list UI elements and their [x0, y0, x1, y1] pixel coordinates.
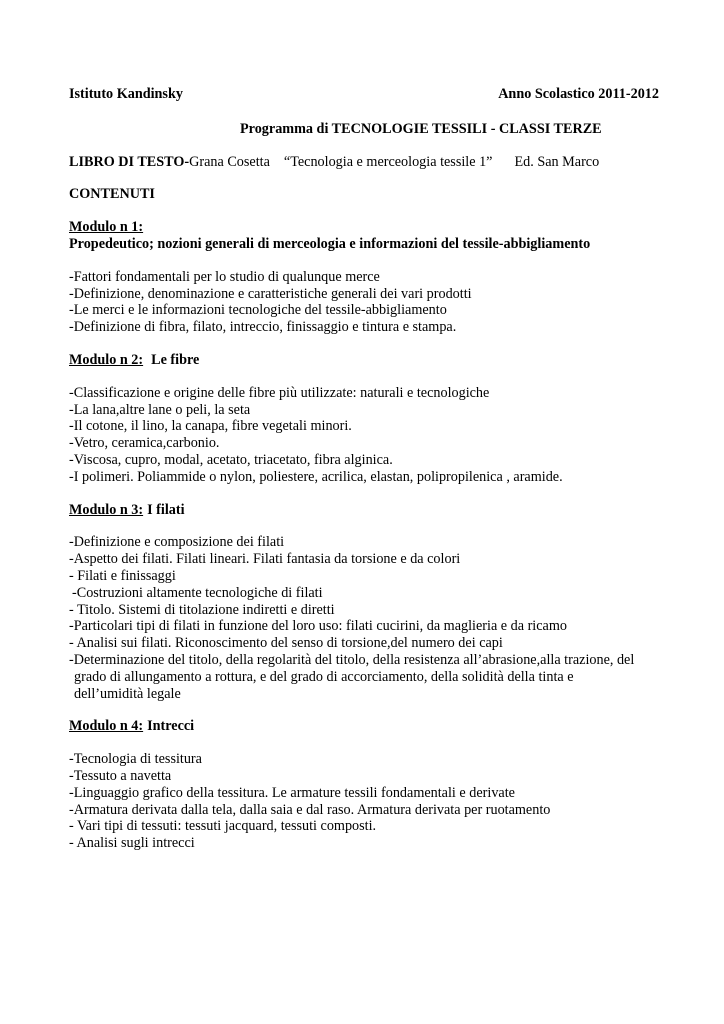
program-title: Programma di TECNOLOGIE TESSILI - CLASSI TERZE: [240, 120, 602, 137]
list-item: -Tecnologia di tessitura: [69, 751, 202, 768]
module-2-heading: [69, 352, 659, 369]
school-year: Anno Scolastico 2011-2012: [498, 86, 659, 102]
textbook-author: Grana Cosetta: [189, 153, 270, 170]
list-item: -I polimeri. Poliammide o nylon, poliestere, acrilica, elastan, polipropilenica , aramide.: [69, 468, 563, 485]
textbook-title: “Tecnologia e merceologia tessile 1”: [283, 153, 493, 170]
module-1-subtitle: Propedeutico; nozioni generali di merceologia e informazioni del tessile-abbigliamento: [69, 235, 591, 252]
list-item: grado di allungamento a rottura, e del grado di accorciamento, della solidità della tinta e: [74, 668, 574, 685]
module-4-heading: [69, 718, 659, 735]
module-3-heading: [69, 502, 659, 519]
list-item: -Viscosa, cupro, modal, acetato, triacetato, fibra alginica.: [69, 451, 393, 468]
module-2-title: Le fibre: [151, 351, 200, 368]
contents-heading: CONTENUTI: [69, 186, 155, 203]
school-name: Istituto Kandinsky: [69, 86, 183, 102]
list-item: - Analisi sui filati. Riconoscimento del senso di torsione,del numero dei capi: [69, 635, 503, 652]
module-4-label: Modulo n 4:: [69, 718, 144, 735]
module-4-title: Intrecci: [147, 718, 195, 735]
list-item: - Filati e finissaggi: [69, 567, 176, 584]
textbook-publisher: Ed. San Marco: [514, 153, 600, 170]
list-item: - Vari tipi di tessuti: tessuti jacquard, tessuti composti.: [69, 818, 377, 835]
module-3-list: [69, 534, 659, 702]
header-row: [69, 86, 659, 103]
list-item: - Analisi sugli intrecci: [69, 835, 195, 852]
textbook-line: [69, 154, 659, 171]
module-1-heading: Modulo n 1:: [69, 219, 144, 236]
list-item: dell’umidità legale: [74, 685, 181, 702]
module-2-list: [69, 385, 659, 486]
list-item: -Tessuto a navetta: [69, 767, 172, 784]
list-item: -Il cotone, il lino, la canapa, fibre vegetali minori.: [69, 418, 352, 435]
list-item: -Fattori fondamentali per lo studio di qualunque merce: [69, 268, 380, 285]
module-4-list: [69, 751, 659, 852]
module-3-title: I filati: [147, 501, 185, 518]
module-3-label: Modulo n 3:: [69, 501, 144, 518]
list-item: -Definizione e composizione dei filati: [69, 534, 285, 551]
list-item: - Titolo. Sistemi di titolazione indiretti e diretti: [69, 601, 335, 618]
module-2-label: Modulo n 2:: [69, 351, 144, 368]
document-page: [69, 86, 659, 852]
textbook-label: LIBRO DI TESTO-: [69, 153, 190, 170]
list-item: -Definizione di fibra, filato, intreccio, finissaggio e tintura e stampa.: [69, 319, 457, 336]
list-item: -La lana,altre lane o peli, la seta: [69, 401, 251, 418]
list-item: -Armatura derivata dalla tela, dalla saia e dal raso. Armatura derivata per ruotamento: [69, 801, 551, 818]
list-item: -Classificazione e origine delle fibre più utilizzate: naturali e tecnologiche: [69, 384, 490, 401]
list-item: -Definizione, denominazione e caratteristiche generali dei vari prodotti: [69, 285, 472, 302]
list-item: -Vetro, ceramica,carbonio.: [69, 435, 220, 452]
module-1-list: [69, 269, 659, 336]
list-item: -Linguaggio grafico della tessitura. Le armature tessili fondamentali e derivate: [69, 784, 515, 801]
list-item: -Particolari tipi di filati in funzione del loro uso: filati cucirini, da maglieria e da ricamo: [69, 618, 567, 635]
list-item: -Le merci e le informazioni tecnologiche del tessile-abbigliamento: [69, 302, 447, 319]
list-item: -Costruzioni altamente tecnologiche di filati: [72, 584, 323, 601]
list-item: -Determinazione del titolo, della regolarità del titolo, della resistenza all’abrasione,alla trazione, del: [69, 651, 635, 668]
list-item: -Aspetto dei filati. Filati lineari. Filati fantasia da torsione e da colori: [69, 551, 461, 568]
